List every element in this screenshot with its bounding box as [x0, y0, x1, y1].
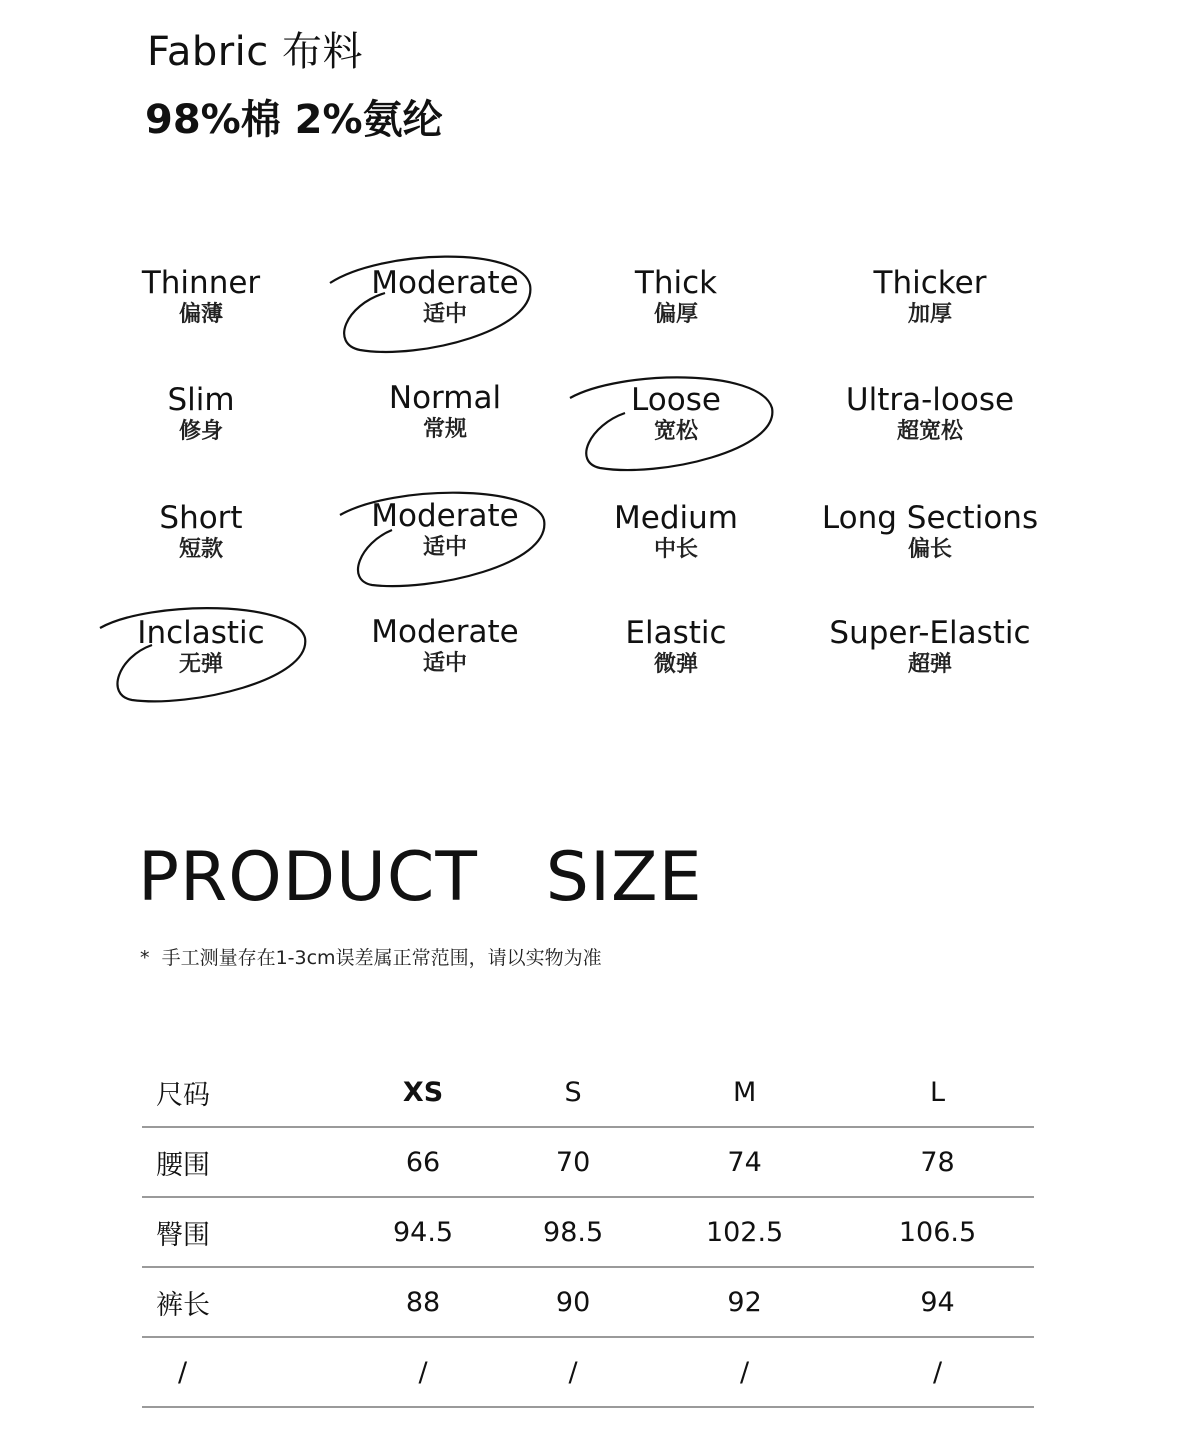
attr-long-sections	[810, 501, 1050, 565]
table-cell: /	[418, 1356, 428, 1388]
row-label: 裤长	[156, 1289, 210, 1321]
table-cell: 106.5	[898, 1216, 977, 1248]
attr-en: Moderate	[371, 498, 519, 534]
attr-thick	[556, 266, 796, 330]
table-cell: 98.5	[543, 1216, 604, 1248]
table-cell: 78	[920, 1146, 955, 1178]
attr-medium	[556, 501, 796, 565]
attr-en: Thinner	[141, 265, 261, 301]
attr-zh: 偏长	[907, 537, 952, 562]
size-header-s: S	[564, 1076, 582, 1108]
attr-thicker	[810, 266, 1050, 330]
attr-en: Normal	[388, 380, 502, 416]
attr-zh: 偏薄	[178, 302, 223, 327]
attr-moderate-elasticity	[325, 615, 565, 679]
attr-en: Thick	[634, 265, 718, 301]
attr-inclastic	[81, 616, 321, 680]
table-cell: 92	[727, 1286, 762, 1318]
attr-normal	[325, 381, 565, 445]
attr-slim	[81, 383, 321, 447]
size-table-header-row	[142, 1058, 1034, 1127]
attr-moderate-thickness	[325, 266, 565, 330]
attr-en: Loose	[631, 382, 721, 418]
attribute-grid	[0, 250, 1178, 720]
attr-en: Long Sections	[821, 500, 1039, 536]
attr-zh: 宽松	[653, 419, 698, 444]
table-cell: /	[568, 1356, 578, 1388]
table-cell: 70	[555, 1146, 591, 1178]
row-label: /	[178, 1356, 188, 1388]
table-row	[142, 1267, 1034, 1337]
attr-super-elastic	[810, 616, 1050, 680]
attr-en: Inclastic	[137, 615, 265, 651]
product-size-heading: PRODUCT SIZE	[138, 838, 703, 917]
attr-zh: 常规	[422, 417, 467, 442]
table-cell: 90	[555, 1286, 591, 1318]
attr-en: Moderate	[371, 265, 519, 301]
attr-elastic	[556, 616, 796, 680]
row-label: 腰围	[156, 1149, 210, 1181]
attr-zh: 超宽松	[896, 419, 963, 444]
table-cell: 74	[727, 1146, 762, 1178]
table-cell: 88	[405, 1286, 441, 1318]
attr-en: Ultra-loose	[845, 382, 1015, 418]
attr-en: Super-Elastic	[829, 615, 1031, 651]
size-table	[142, 1058, 1034, 1408]
attr-en: Slim	[167, 382, 235, 418]
attr-zh: 适中	[422, 302, 467, 327]
table-row	[142, 1337, 1034, 1407]
size-header-m: M	[732, 1076, 757, 1108]
attr-zh: 适中	[422, 651, 467, 676]
attr-en: Thicker	[873, 265, 987, 301]
fabric-composition: 98%棉 2%氨纶	[145, 97, 443, 143]
attr-zh: 无弹	[178, 652, 223, 677]
attr-short	[81, 501, 321, 565]
attr-zh: 适中	[422, 535, 467, 560]
table-row	[142, 1127, 1034, 1197]
attr-en: Short	[159, 500, 243, 536]
attr-zh: 超弹	[907, 652, 952, 677]
attr-ultra-loose	[810, 383, 1050, 447]
attr-moderate-length	[325, 499, 565, 563]
table-cell: 94	[920, 1286, 955, 1318]
table-cell: /	[932, 1356, 943, 1388]
attr-zh: 微弹	[653, 652, 698, 677]
table-cell: 102.5	[705, 1216, 784, 1248]
measurement-note: * 手工测量存在1-3cm误差属正常范围，请以实物为准	[140, 947, 602, 969]
attr-en: Elastic	[625, 615, 727, 651]
size-header-label: 尺码	[156, 1079, 210, 1111]
fabric-title: Fabric 布料	[147, 29, 364, 75]
attr-zh: 加厚	[907, 302, 952, 327]
attr-thinner	[81, 266, 321, 330]
attr-zh: 中长	[653, 537, 698, 562]
table-cell: 66	[405, 1146, 441, 1178]
attr-en: Moderate	[371, 614, 519, 650]
attr-loose	[556, 383, 796, 447]
table-cell: /	[740, 1356, 750, 1388]
table-row	[142, 1197, 1034, 1267]
size-header-l: L	[930, 1076, 946, 1108]
attr-zh: 短款	[178, 537, 223, 562]
attr-zh: 修身	[178, 419, 223, 444]
table-cell: 94.5	[392, 1216, 454, 1248]
attr-en: Medium	[614, 500, 738, 536]
row-label: 臀围	[156, 1219, 210, 1251]
attr-zh: 偏厚	[653, 302, 698, 327]
size-header-xs: XS	[402, 1076, 444, 1108]
